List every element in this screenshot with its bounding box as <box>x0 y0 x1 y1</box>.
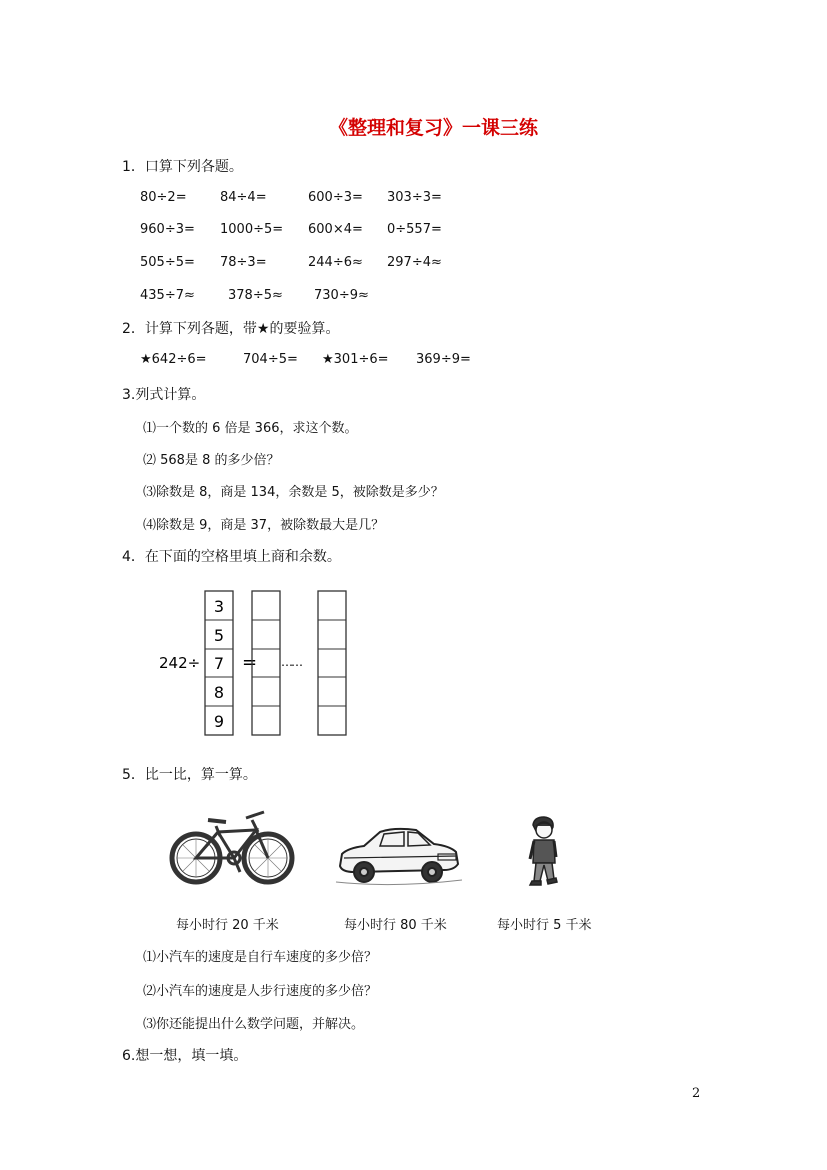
q1-item: 80÷2= <box>140 190 187 205</box>
bicycle-speed: 每小时行 20 千米 <box>176 918 279 933</box>
q5-item-1: ⑴小汽车的速度是自行车速度的多少倍？ <box>143 950 378 965</box>
question-6-label: 6.想一想，填一填。 <box>122 1048 248 1064</box>
q1-item: 84÷4= <box>220 190 267 205</box>
divisor-cell: 5 <box>213 626 225 645</box>
divisor-cell: 8 <box>213 683 225 702</box>
q1-item: 1000÷5= <box>220 222 284 237</box>
remainder-column[interactable] <box>318 591 346 735</box>
question-1-label: 1．口算下列各题。 <box>122 159 243 175</box>
page-number: 2 <box>692 1086 701 1101</box>
q1-item: 78÷3= <box>220 255 267 270</box>
divisor-column <box>205 591 233 735</box>
person-speed: 每小时行 5 千米 <box>497 918 592 933</box>
q2-item: ★301÷6= <box>322 352 389 367</box>
q1-item: 600×4= <box>308 222 363 237</box>
q3-item-3: ⑶除数是 8，商是 134，余数是 5，被除数是多少？ <box>143 485 444 500</box>
quotient-remainder-diagram <box>150 585 360 740</box>
q1-item: 505÷5= <box>140 255 195 270</box>
q2-item: 704÷5= <box>243 352 298 367</box>
q1-item: 244÷6≈ <box>308 255 363 270</box>
divisor-cell: 7 <box>213 654 225 673</box>
dividend-text: 242÷ <box>159 654 201 672</box>
q1-item: 378÷5≈ <box>228 288 283 303</box>
q1-item: 960÷3= <box>140 222 195 237</box>
q1-item: 600÷3= <box>308 190 363 205</box>
q5-item-2: ⑵小汽车的速度是人步行速度的多少倍？ <box>143 984 378 999</box>
q1-item: 730÷9≈ <box>314 288 369 303</box>
q1-item: 0÷557= <box>387 222 442 237</box>
equals-sign: = <box>242 652 258 673</box>
ellipsis-dots: …… <box>281 655 301 669</box>
walking-person-icon <box>524 815 564 890</box>
question-5-label: 5．比一比，算一算。 <box>122 767 257 783</box>
q3-item-1: ⑴一个数的 6 倍是 366，求这个数。 <box>143 421 358 436</box>
page-title: 《整理和复习》一课三练 <box>328 117 538 139</box>
q1-item: 297÷4≈ <box>387 255 442 270</box>
q1-item: 303÷3= <box>387 190 442 205</box>
q3-item-4: ⑷除数是 9，商是 37，被除数最大是几？ <box>143 518 385 533</box>
question-3-label: 3.列式计算。 <box>122 387 206 403</box>
divisor-cell: 9 <box>213 712 225 731</box>
q2-item: ★642÷6= <box>140 352 207 367</box>
divisor-cell: 3 <box>213 597 225 616</box>
bicycle-icon <box>168 806 298 888</box>
q2-item: 369÷9= <box>416 352 471 367</box>
q1-item: 435÷7≈ <box>140 288 195 303</box>
car-icon <box>334 822 464 890</box>
question-2-label: 2．计算下列各题，带★的要验算。 <box>122 321 340 337</box>
q3-item-2: ⑵ 568是 8 的多少倍？ <box>143 453 280 468</box>
car-speed: 每小时行 80 千米 <box>344 918 447 933</box>
question-4-label: 4．在下面的空格里填上商和余数。 <box>122 549 341 565</box>
q5-item-3: ⑶你还能提出什么数学问题，并解决。 <box>143 1017 365 1032</box>
